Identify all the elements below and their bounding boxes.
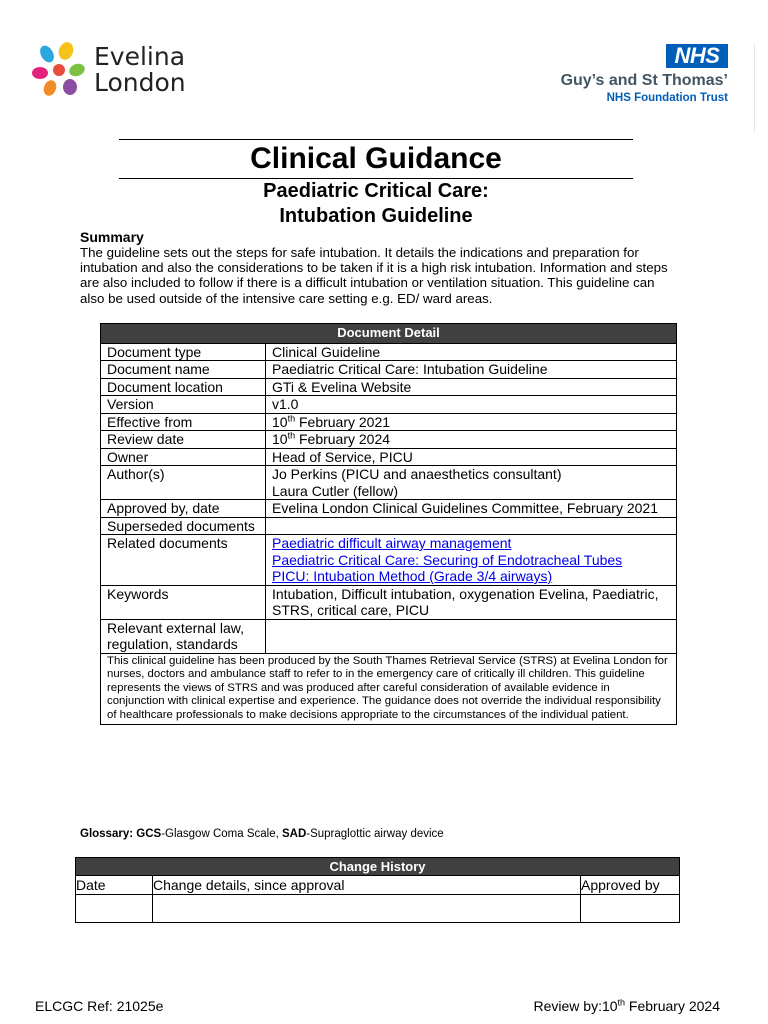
effective-rest: February 2021 [295,413,391,430]
change-history-header: Change History [76,858,680,876]
owner-label: Owner [101,448,266,466]
nhs-trust-logo [548,44,730,114]
evelina-london-logo [32,40,192,104]
guideline-note: This clinical guideline has been produced by the South Thames Retrieval Service (STRS) at Evelina London for nurses, doctors and ambulance staff to refer to in the emergency care of critically ill children. This guideline represents the views of STRS and was produced after careful consideration of available evidence in conjunction with clinical expertise and experience. The guidance does not override the individual responsibility of healthcare professionals to make decisions appropriate to the circumstances of the individual patient. [101,653,677,725]
review-label: Review date [101,431,266,449]
glossary-term-gcs: GCS [136,828,162,840]
doc-name-label: Document name [101,361,266,379]
version-value: v1.0 [266,396,677,414]
table-row [101,396,677,414]
org-trust: NHS Foundation Trust [606,92,728,104]
doc-name-value: Paediatric Critical Care: Intubation Guideline [266,361,677,379]
table-cell [153,895,581,923]
table-row [101,466,677,500]
author-2: Laura Cutler (fellow) [272,482,399,499]
review-sup: th [287,430,296,441]
glossary-def-sad: -Supraglottic airway device [306,828,444,840]
col-date: Date [76,876,153,895]
related-label: Related documents [101,535,266,586]
footer-review-rest: February 2024 [625,998,720,1014]
review-day: 10 [272,431,288,447]
effective-label: Effective from [101,413,266,431]
table-row [101,378,677,396]
table-row [101,448,677,466]
page-title: Clinical Guidance [250,142,502,175]
table-row [76,895,680,923]
related-link-securing-ett[interactable]: Paediatric Critical Care: Securing of Endotracheal Tubes [272,551,623,568]
summary-heading: Summary [80,229,144,245]
evelina-logo-line2: London [94,68,186,97]
footer-review-prefix: Review by:10 [533,998,618,1014]
external-value [266,619,677,653]
version-label: Version [101,396,266,414]
subtitle-line1: Paediatric Critical Care: [263,180,489,202]
table-header-row [76,876,680,895]
logo-divider [754,44,755,132]
footer-review-by [533,998,720,1014]
doc-location-value: GTi & Evelina Website [266,378,677,396]
table-row [101,343,677,361]
effective-value [266,413,677,431]
table-row [101,431,677,449]
table-row [101,585,677,619]
authors-label: Author(s) [101,466,266,500]
table-row [101,535,677,586]
related-link-intubation-method[interactable]: PICU: Intubation Method (Grade 3/4 airways) [272,568,553,584]
evelina-logo-line1: Evelina [94,42,186,71]
document-detail-table [100,323,677,725]
col-approved-by: Approved by [581,876,680,895]
table-cell [76,895,153,923]
org-name: Guy’s and St Thomas’ [560,72,728,89]
author-1: Jo Perkins (PICU and anaesthetics consultant) [272,466,562,482]
document-detail-header: Document Detail [101,324,677,344]
superseded-label: Superseded documents [101,517,266,535]
glossary-def-gcs: -Glasgow Coma Scale, [161,828,282,840]
effective-sup: th [287,412,296,423]
change-history-table [75,857,680,923]
review-rest: February 2024 [295,431,391,447]
subtitle-line2: Intubation Guideline [279,205,473,227]
glossary-label: Glossary: [80,828,134,840]
approved-value: Evelina London Clinical Guidelines Committee, February 2021 [266,500,677,518]
related-link-difficult-airway[interactable]: Paediatric difficult airway management [272,535,512,551]
authors-value [266,466,677,500]
doc-location-label: Document location [101,378,266,396]
footer-reference: ELCGC Ref: 21025e [35,998,164,1014]
keywords-label: Keywords [101,585,266,619]
table-row [101,413,677,431]
doc-type-label: Document type [101,343,266,361]
glossary [80,828,444,840]
table-row [101,500,677,518]
table-row [101,619,677,653]
col-change-details: Change details, since approval [153,876,581,895]
table-row [101,517,677,535]
summary-text: The guideline sets out the steps for safe intubation. It details the indications and preparation for intubation and also the considerations to be taken if it is a high risk intubation. Information and steps are also included to follow if there is a difficult intubation or ventilation situation. This guideline can also be used outside of the intensive care setting e.g. ED/ ward areas. [80,245,668,306]
table-cell [581,895,680,923]
footer-review-sup: th [617,997,626,1008]
glossary-term-sad: SAD [281,828,307,840]
effective-day: 10 [272,413,288,430]
title-rule-top [119,139,633,140]
table-row [101,653,677,725]
doc-type-value: Clinical Guideline [266,343,677,361]
review-value [266,431,677,449]
approved-label: Approved by, date [101,500,266,518]
nhs-logo-box: NHS [666,44,728,68]
evelina-flower-icon [32,40,94,104]
table-row [101,361,677,379]
keywords-value: Intubation, Difficult intubation, oxygenation Evelina, Paediatric, STRS, critical care, PICU [266,585,677,619]
external-label: Relevant external law, regulation, standards [101,619,266,653]
superseded-value [266,517,677,535]
owner-value: Head of Service, PICU [266,448,677,466]
related-value [266,535,677,586]
